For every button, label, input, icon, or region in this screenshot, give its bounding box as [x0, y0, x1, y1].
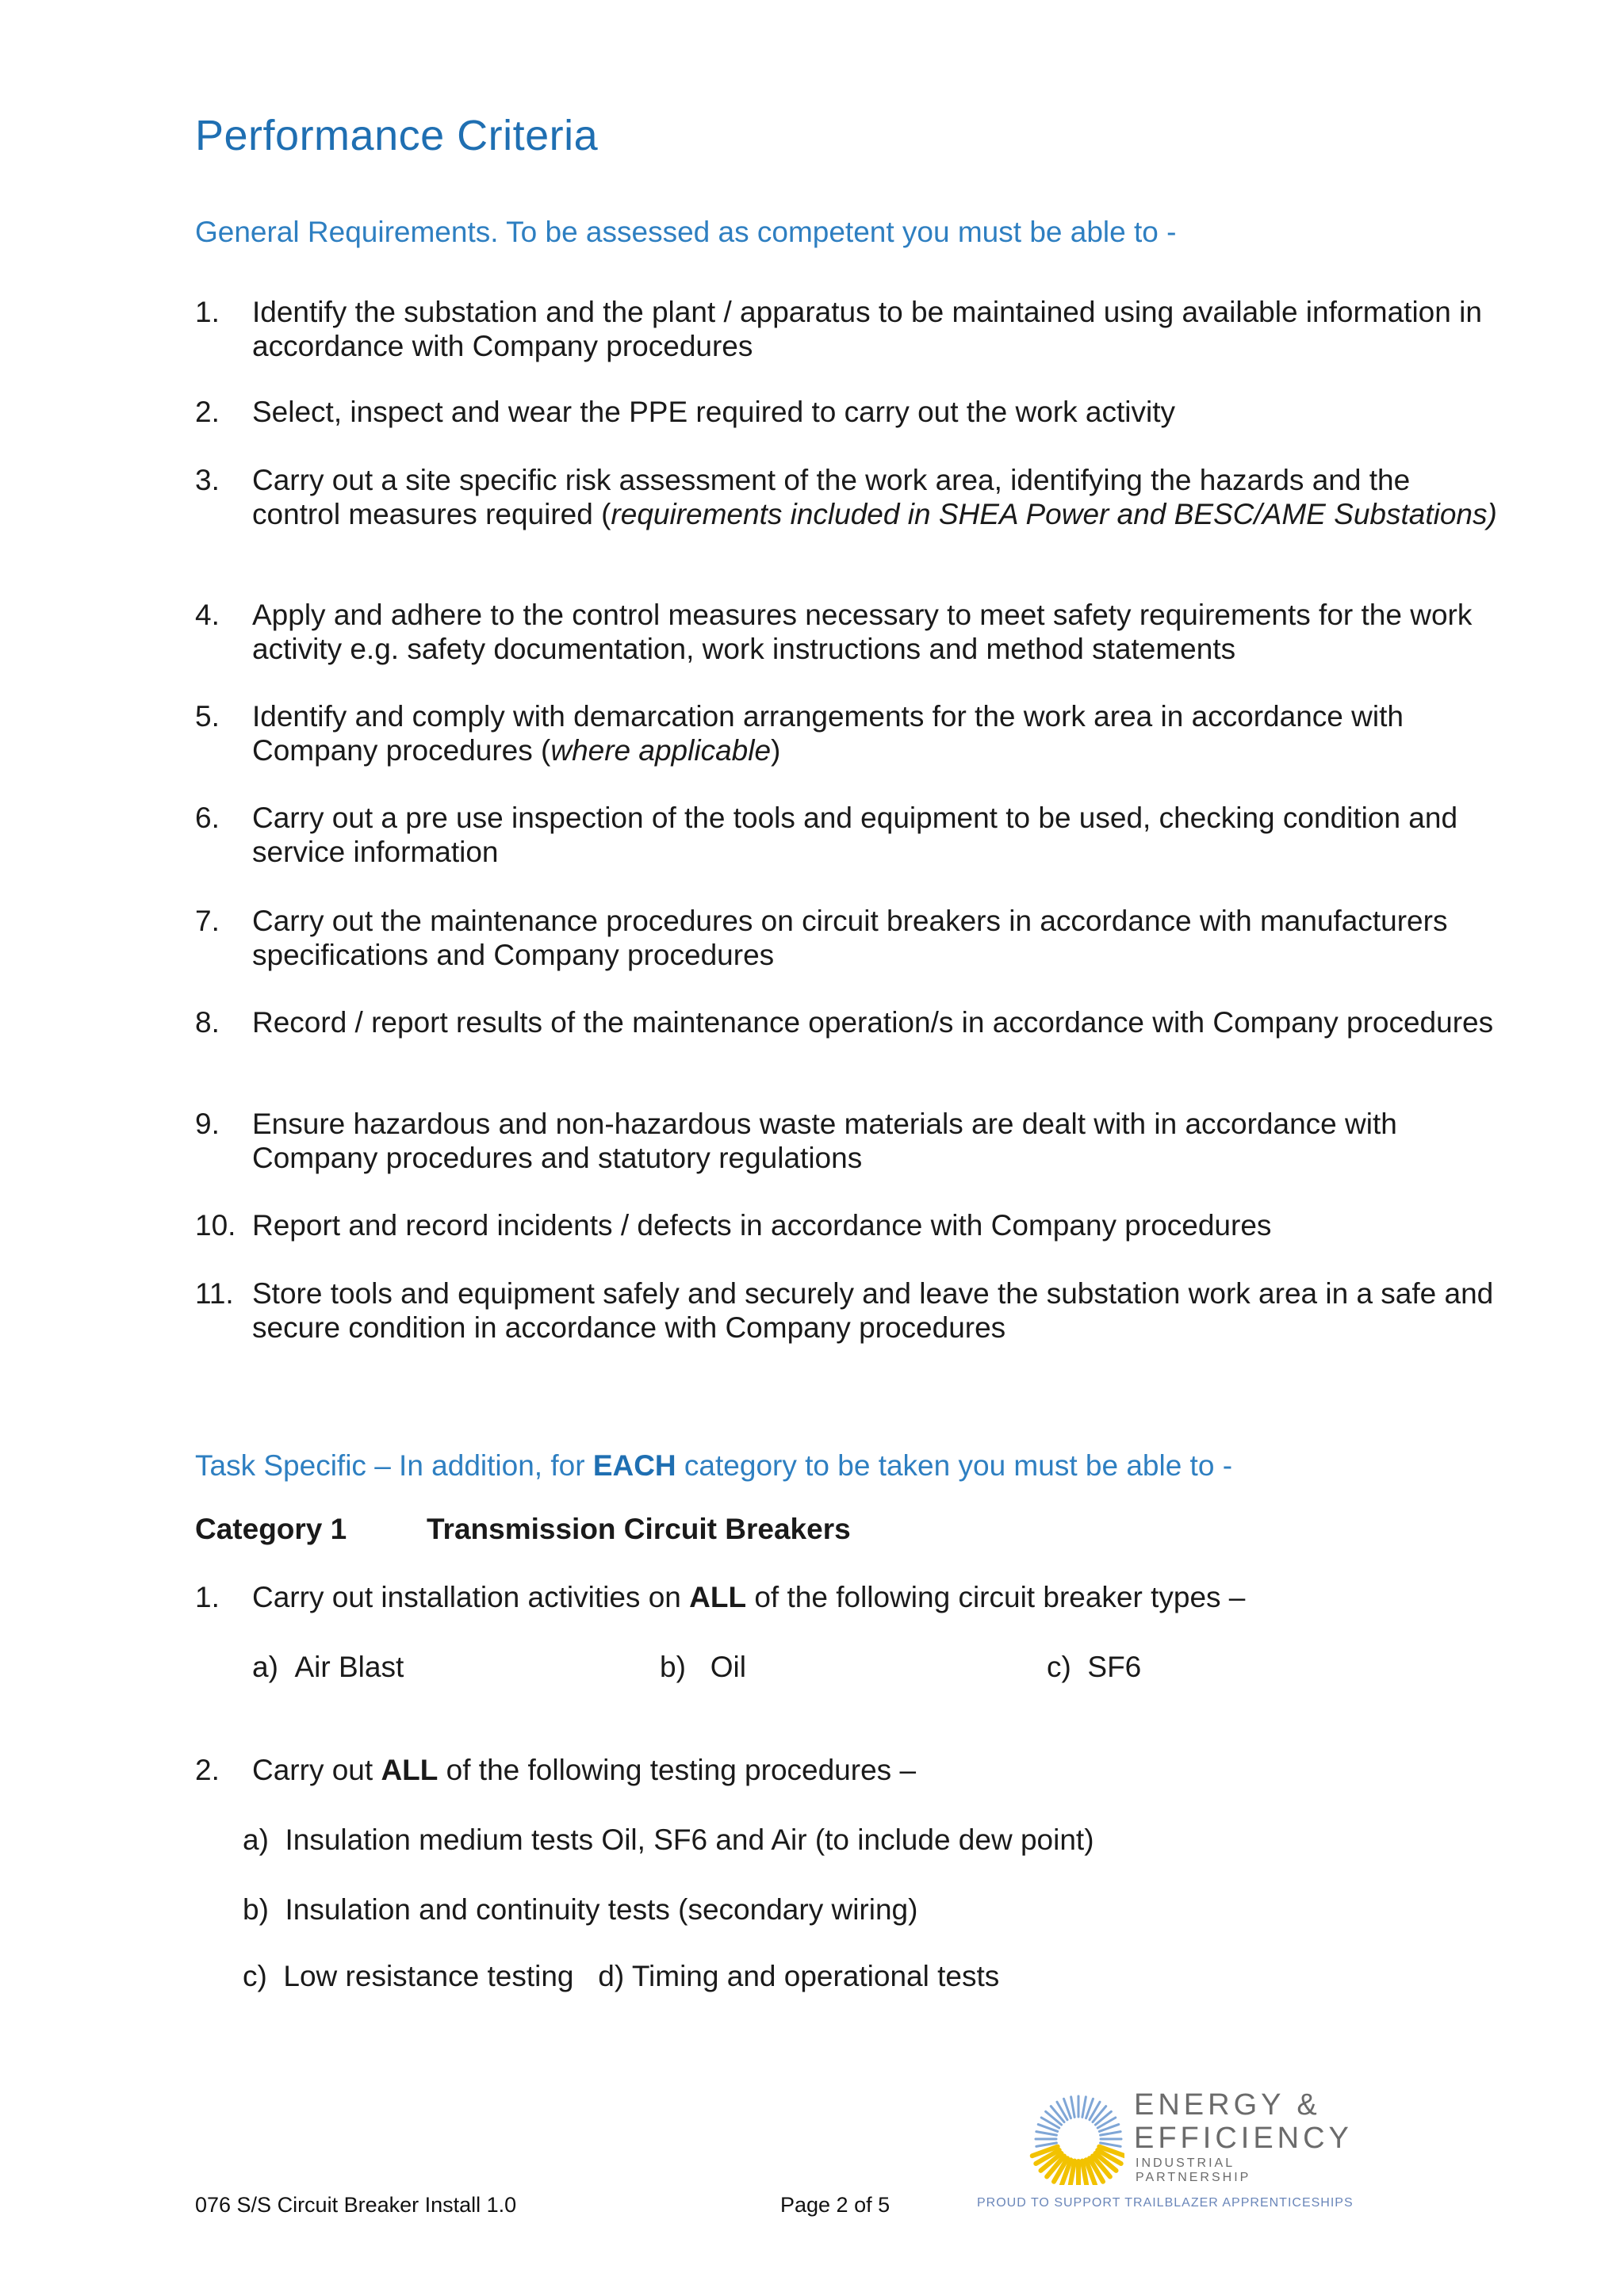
sunburst-icon: [1021, 2082, 1124, 2185]
task-item-1-text: Carry out installation activities on ALL of the following circuit breaker types –: [252, 1581, 1246, 1613]
item-text: Store tools and equipment safely and securely and leave the substation work area in a safe and secure condition in accordance with Company procedures: [252, 1277, 1494, 1344]
task-item-1-number: 1.: [195, 1581, 220, 1613]
item-text: Carry out the maintenance procedures on circuit breakers in accordance with manufacturers specifications and Company procedures: [252, 905, 1448, 971]
item-text: Apply and adhere to the control measures necessary to meet safety requirements for the work activity e.g. safety documentation, work instructions and method statements: [252, 599, 1473, 665]
sun-ray: [1101, 2132, 1121, 2136]
breaker-type-a: a) Air Blast: [252, 1651, 404, 1683]
item-number: 10.: [195, 1209, 236, 1242]
page-title: Performance Criteria: [195, 112, 599, 159]
test-item-a: a) Insulation medium tests Oil, SF6 and Air (to include dew point): [243, 1823, 1094, 1856]
italic-note: where applicable: [550, 734, 772, 767]
task-item-2-number: 2.: [195, 1754, 220, 1786]
breaker-type-b: b) Oil: [660, 1651, 746, 1683]
logo-line-2: EFFICIENCY: [1134, 2122, 1353, 2155]
energy-efficiency-logo: [1021, 2076, 1353, 2202]
item-number: 4.: [195, 599, 220, 631]
breaker-type-c: c) SF6: [1047, 1651, 1142, 1683]
logo-line-1: ENERGY &: [1134, 2088, 1321, 2122]
item-number: 11.: [195, 1277, 234, 1310]
item-text: Ensure hazardous and non-hazardous waste materials are dealt with in accordance with Company procedures and statutory regulations: [252, 1108, 1397, 1174]
footer-page-number: Page 2 of 5: [780, 2193, 891, 2217]
item-number: 2.: [195, 396, 220, 428]
item-text: Report and record incidents / defects in accordance with Company procedures: [252, 1209, 1272, 1242]
category-title: Transmission Circuit Breakers: [427, 1513, 851, 1545]
task-item-2-text: Carry out ALL of the following testing procedures –: [252, 1754, 917, 1786]
test-item-c: c) Low resistance testing d) Timing and operational tests: [243, 1960, 1000, 1992]
sun-ray: [1071, 2097, 1075, 2118]
sun-ray: [1082, 2097, 1086, 2118]
category-label: Category 1: [195, 1513, 347, 1545]
item-number: 8.: [195, 1006, 220, 1039]
sun-ray: [1036, 2132, 1057, 2136]
item-number: 9.: [195, 1108, 220, 1140]
item-text: Identify and comply with demarcation arrangements for the work area in accordance with Company procedures (where applicable): [252, 700, 1404, 767]
item-text: Record / report results of the maintenance operation/s in accordance with Company procedures: [252, 1006, 1494, 1039]
task-specific-heading: Task Specific – In addition, for EACH category to be taken you must be able to -: [195, 1449, 1233, 1482]
item-text: Carry out a site specific risk assessment of the work area, identifying the hazards and the control measures required (requirements included in SHEA Power and BESC/AME Substations): [252, 464, 1497, 530]
category-heading: [195, 1513, 851, 1546]
italic-note: requirements included in SHEA Power and BESC/AME Substations): [611, 498, 1497, 530]
test-item-b: b) Insulation and continuity tests (secondary wiring): [243, 1893, 918, 1926]
logo-tagline: PROUD TO SUPPORT TRAILBLAZER APPRENTICESHIPS: [977, 2196, 1354, 2210]
item-text: Identify the substation and the plant / apparatus to be maintained using available information in accordance with Company procedures: [252, 296, 1482, 362]
item-number: 3.: [195, 464, 220, 496]
footer-doc-ref: 076 S/S Circuit Breaker Install 1.0: [195, 2193, 517, 2217]
emphasis: EACH: [592, 1449, 676, 1482]
item-text: Select, inspect and wear the PPE required to carry out the work activity: [252, 396, 1176, 428]
item-number: 5.: [195, 700, 220, 733]
logo-line-3: INDUSTRIAL PARTNERSHIP: [1136, 2156, 1251, 2184]
item-text: Carry out a pre use inspection of the tools and equipment to be used, checking condition and service information: [252, 802, 1458, 868]
item-number: 1.: [195, 296, 220, 328]
item-number: 6.: [195, 802, 220, 834]
item-number: 7.: [195, 905, 220, 937]
general-requirements-heading: General Requirements. To be assessed as competent you must be able to -: [195, 216, 1177, 248]
